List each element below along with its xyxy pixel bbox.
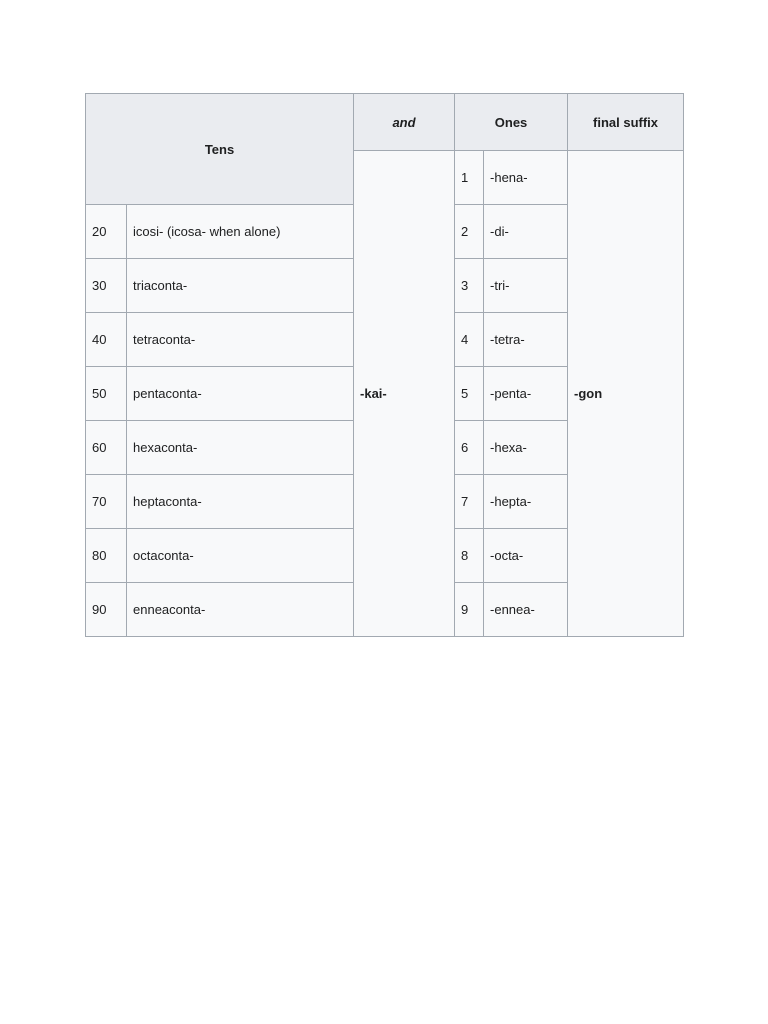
ones-number: 7	[455, 475, 484, 529]
ones-number: 4	[455, 313, 484, 367]
tens-number: 40	[86, 313, 127, 367]
ones-header: Ones	[455, 94, 568, 151]
polygon-name-table-container	[85, 93, 683, 637]
polygon-name-table	[85, 93, 684, 637]
ones-prefix: -tri-	[484, 259, 568, 313]
tens-number: 50	[86, 367, 127, 421]
ones-prefix: -di-	[484, 205, 568, 259]
tens-prefix: enneaconta-	[127, 583, 354, 637]
connector-cell: -kai-	[354, 151, 455, 637]
ones-prefix: -hexa-	[484, 421, 568, 475]
tens-number: 30	[86, 259, 127, 313]
tens-number: 70	[86, 475, 127, 529]
ones-prefix: -penta-	[484, 367, 568, 421]
ones-number: 1	[455, 151, 484, 205]
ones-number: 3	[455, 259, 484, 313]
suffix-cell: -gon	[568, 151, 684, 637]
tens-prefix: triaconta-	[127, 259, 354, 313]
and-header: and	[354, 94, 455, 151]
ones-number: 8	[455, 529, 484, 583]
ones-number: 6	[455, 421, 484, 475]
tens-number: 60	[86, 421, 127, 475]
header-row	[86, 94, 684, 151]
final-suffix-header: final suffix	[568, 94, 684, 151]
tens-prefix: tetraconta-	[127, 313, 354, 367]
ones-prefix: -tetra-	[484, 313, 568, 367]
tens-prefix: heptaconta-	[127, 475, 354, 529]
ones-prefix: -ennea-	[484, 583, 568, 637]
tens-number: 90	[86, 583, 127, 637]
tens-prefix: hexaconta-	[127, 421, 354, 475]
tens-number: 80	[86, 529, 127, 583]
ones-number: 5	[455, 367, 484, 421]
ones-prefix: -hena-	[484, 151, 568, 205]
tens-prefix: pentaconta-	[127, 367, 354, 421]
tens-prefix: icosi- (icosa- when alone)	[127, 205, 354, 259]
tens-header: Tens	[86, 94, 354, 205]
tens-number: 20	[86, 205, 127, 259]
ones-number: 9	[455, 583, 484, 637]
ones-prefix: -octa-	[484, 529, 568, 583]
ones-prefix: -hepta-	[484, 475, 568, 529]
tens-prefix: octaconta-	[127, 529, 354, 583]
ones-number: 2	[455, 205, 484, 259]
